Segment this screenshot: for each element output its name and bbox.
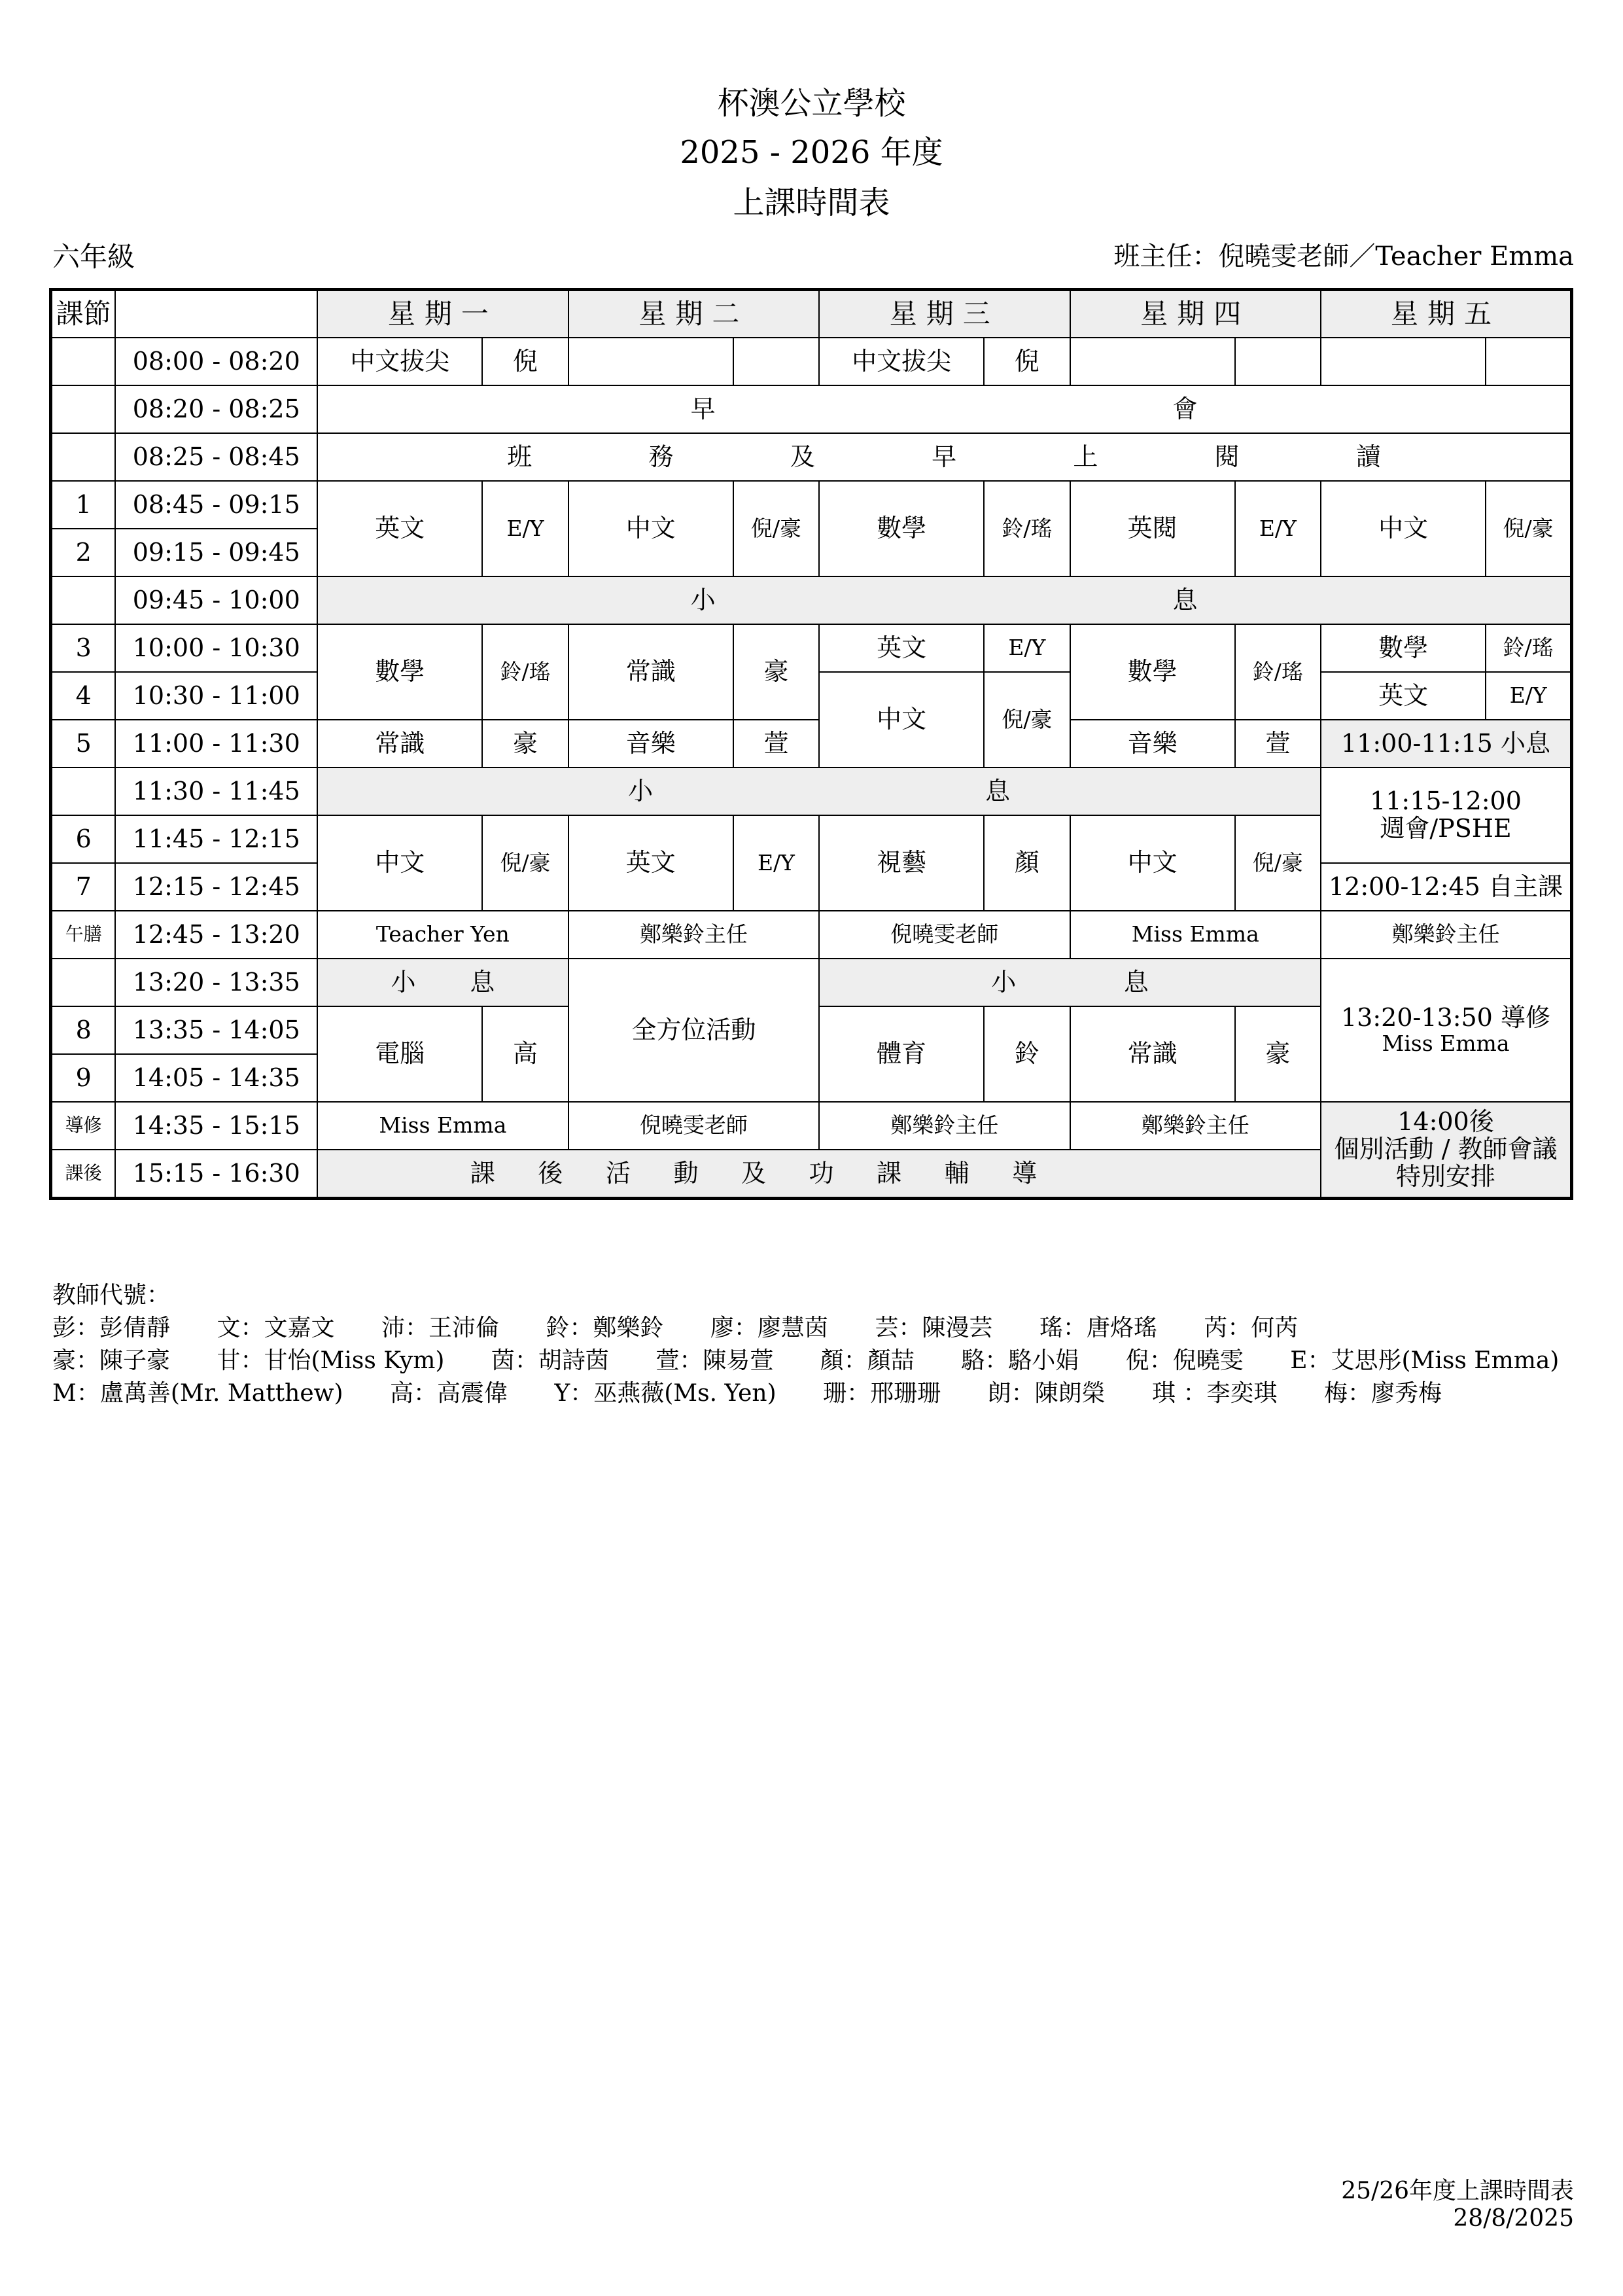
teacher-cell: 豪 xyxy=(733,624,819,720)
teacher-cell: 鈴/瑤 xyxy=(1235,624,1321,720)
legend-item: 顏：顏喆 xyxy=(820,1347,915,1374)
recess-cell xyxy=(819,959,1321,1006)
table-row xyxy=(51,433,1572,481)
subject-cell: 英文 xyxy=(819,624,984,672)
period-cell xyxy=(51,385,116,433)
morning-reading-cell xyxy=(317,433,1571,481)
subject-cell: 數學 xyxy=(819,481,984,576)
friday-assembly-cell xyxy=(1321,768,1572,863)
legend-item: 高：高震偉 xyxy=(389,1380,508,1407)
school-year: 2025 - 2026 年度 xyxy=(680,134,943,171)
friday-recess-cell: 11:00-11:15 小息 xyxy=(1321,720,1572,768)
legend-row xyxy=(52,1345,1598,1377)
friday-assembly-time: 11:15-12:00 xyxy=(1370,786,1522,816)
time-cell: 08:45 - 09:15 xyxy=(115,481,317,529)
period-cell: 7 xyxy=(51,863,116,911)
table-row xyxy=(51,911,1572,959)
header-row xyxy=(51,290,1572,338)
after-school-char: 及 xyxy=(741,1158,767,1188)
recess-char: 小 xyxy=(628,776,654,805)
reading-char: 讀 xyxy=(1355,442,1381,471)
legend-item: 萱：陳易萱 xyxy=(655,1347,774,1374)
subject-cell: 中文 xyxy=(1070,815,1235,911)
subject-cell: 視藝 xyxy=(819,815,984,911)
time-cell: 14:35 - 15:15 xyxy=(115,1102,317,1150)
reading-char: 務 xyxy=(648,442,674,471)
teacher-cell: 顏 xyxy=(984,815,1070,911)
tutor-teacher-cell: Miss Emma xyxy=(317,1102,568,1150)
subject-cell: 中文拔尖 xyxy=(317,338,482,385)
legend-item: 瑤：唐烙瑤 xyxy=(1039,1315,1157,1341)
friday-after-line: 個別活動 / 教師會議 xyxy=(1334,1135,1558,1164)
after-school-char: 課 xyxy=(470,1158,495,1188)
table-row xyxy=(51,624,1572,672)
recess-char: 息 xyxy=(470,967,495,997)
teacher-cell: 倪 xyxy=(482,338,568,385)
reading-char: 閱 xyxy=(1214,442,1240,471)
recess-char: 小 xyxy=(991,967,1017,997)
teacher-cell: 豪 xyxy=(1235,1006,1321,1102)
recess-char: 息 xyxy=(1172,585,1198,614)
tutor-teacher-cell: 鄭樂鈴主任 xyxy=(1070,1102,1321,1150)
teacher-cell: E/Y xyxy=(733,815,819,911)
assembly-char: 會 xyxy=(1172,394,1198,423)
lunch-teacher-cell: 倪曉雯老師 xyxy=(819,911,1070,959)
time-cell: 12:15 - 12:45 xyxy=(115,863,317,911)
recess-char: 小 xyxy=(690,585,716,614)
legend-item: 倪：倪曉雯 xyxy=(1125,1347,1244,1374)
teacher-cell: 倪/豪 xyxy=(1235,815,1321,911)
teacher-cell xyxy=(1486,338,1571,385)
subject-cell: 音樂 xyxy=(568,720,733,768)
legend-row xyxy=(52,1312,1598,1345)
legend-item: 珊：邢珊珊 xyxy=(823,1380,941,1407)
legend-item: 駱：駱小娟 xyxy=(961,1347,1079,1374)
footer-title: 25/26年度上課時間表 xyxy=(1341,2178,1574,2204)
subject-cell xyxy=(568,338,733,385)
reading-char: 上 xyxy=(1073,442,1098,471)
period-cell: 3 xyxy=(51,624,116,672)
legend-item: 豪：陳子豪 xyxy=(52,1347,171,1374)
reading-char: 及 xyxy=(790,442,815,471)
table-row xyxy=(51,1102,1572,1150)
footer-date: 28/8/2025 xyxy=(1453,2205,1574,2232)
legend-item: 茵：胡詩茵 xyxy=(491,1347,609,1374)
subject-cell: 電腦 xyxy=(317,1006,482,1102)
period-cell: 9 xyxy=(51,1054,116,1102)
lunch-teacher-cell: 鄭樂鈴主任 xyxy=(1321,911,1572,959)
subject-cell: 數學 xyxy=(1321,624,1486,672)
time-cell: 08:00 - 08:20 xyxy=(115,338,317,385)
day-header-fri: 星期五 xyxy=(1321,290,1572,338)
recess-char: 息 xyxy=(985,776,1010,805)
legend-item: 芮：何芮 xyxy=(1204,1315,1299,1341)
time-cell: 11:45 - 12:15 xyxy=(115,815,317,863)
teacher-cell: 高 xyxy=(482,1006,568,1102)
period-cell xyxy=(51,576,116,624)
teacher-cell: 倪 xyxy=(984,338,1070,385)
teacher-cell: 鈴/瑤 xyxy=(1486,624,1571,672)
school-name: 杯澳公立學校 xyxy=(717,85,906,122)
table-row xyxy=(51,959,1572,1006)
friday-tutor-teacher: Miss Emma xyxy=(1382,1031,1510,1057)
timetable xyxy=(49,288,1573,1200)
after-school-char: 活 xyxy=(605,1158,631,1188)
time-cell: 13:20 - 13:35 xyxy=(115,959,317,1006)
subject-cell: 英文 xyxy=(317,481,482,576)
legend-item: E：艾思彤(Miss Emma) xyxy=(1290,1347,1560,1374)
teacher-cell: 鈴/瑤 xyxy=(984,481,1070,576)
day-header-mon: 星期一 xyxy=(317,290,568,338)
friday-tutor-time: 13:20-13:50 導修 xyxy=(1341,1003,1550,1033)
legend-item: 甘：甘怡(Miss Kym) xyxy=(217,1347,445,1374)
subject-cell: 中文 xyxy=(1321,481,1486,576)
subject-cell: 常識 xyxy=(568,624,733,720)
period-cell: 午膳 xyxy=(51,911,116,959)
time-cell: 13:35 - 14:05 xyxy=(115,1006,317,1054)
legend-item: 朗：陳朗榮 xyxy=(987,1380,1106,1407)
time-cell: 09:45 - 10:00 xyxy=(115,576,317,624)
friday-assembly-label: 週會/PSHE xyxy=(1380,814,1512,843)
lunch-teacher-cell: Teacher Yen xyxy=(317,911,568,959)
after-school-char: 動 xyxy=(673,1158,699,1188)
teacher-cell: E/Y xyxy=(1486,672,1571,720)
period-cell xyxy=(51,433,116,481)
subject-cell: 體育 xyxy=(819,1006,984,1102)
after-school-char: 輔 xyxy=(944,1158,969,1188)
time-col-header xyxy=(115,290,317,338)
teacher-cell: 鈴/瑤 xyxy=(482,624,568,720)
legend-item: 彭：彭倩靜 xyxy=(52,1315,171,1341)
period-cell xyxy=(51,768,116,815)
period-cell: 8 xyxy=(51,1006,116,1054)
period-cell: 6 xyxy=(51,815,116,863)
lunch-teacher-cell: 鄭樂鈴主任 xyxy=(568,911,819,959)
friday-tutor-cell xyxy=(1321,959,1572,1102)
table-row xyxy=(51,385,1572,433)
period-cell: 導修 xyxy=(51,1102,116,1150)
time-cell: 15:15 - 16:30 xyxy=(115,1150,317,1199)
tutor-teacher-cell: 倪曉雯老師 xyxy=(568,1102,819,1150)
legend-row xyxy=(52,1377,1598,1410)
subject-cell: 英文 xyxy=(568,815,733,911)
subject-cell: 常識 xyxy=(317,720,482,768)
teacher-cell: E/Y xyxy=(1235,481,1321,576)
legend-item: 文：文嘉文 xyxy=(217,1315,335,1341)
teacher-cell: 倪/豪 xyxy=(1486,481,1571,576)
teacher-cell: E/Y xyxy=(482,481,568,576)
table-row xyxy=(51,576,1572,624)
timetable-title: 上課時間表 xyxy=(733,185,890,221)
table-row xyxy=(51,338,1572,385)
table-row xyxy=(51,720,1572,768)
teacher-cell: 倪/豪 xyxy=(482,815,568,911)
subject-cell: 數學 xyxy=(1070,624,1235,720)
after-school-cell xyxy=(317,1150,1321,1199)
day-header-tue: 星期二 xyxy=(568,290,819,338)
legend-item: 琪 ：李奕琪 xyxy=(1152,1380,1278,1407)
time-cell: 10:00 - 10:30 xyxy=(115,624,317,672)
subject-cell: 中文 xyxy=(317,815,482,911)
friday-after-line: 14:00後 xyxy=(1397,1107,1494,1137)
subject-cell: 音樂 xyxy=(1070,720,1235,768)
reading-char: 班 xyxy=(507,442,532,471)
reading-char: 早 xyxy=(932,442,957,471)
legend-title: 教師代號： xyxy=(52,1282,171,1309)
teacher-cell xyxy=(733,338,819,385)
time-cell: 08:25 - 08:45 xyxy=(115,433,317,481)
period-cell: 5 xyxy=(51,720,116,768)
period-cell: 4 xyxy=(51,672,116,720)
teacher-cell: 鈴 xyxy=(984,1006,1070,1102)
period-cell xyxy=(51,959,116,1006)
recess-cell xyxy=(317,959,568,1006)
table-row xyxy=(51,768,1572,815)
period-cell xyxy=(51,338,116,385)
time-cell: 09:15 - 09:45 xyxy=(115,529,317,576)
teacher-cell: 倪/豪 xyxy=(733,481,819,576)
teacher-cell xyxy=(1235,338,1321,385)
legend-item: 廖：廖慧茵 xyxy=(710,1315,828,1341)
time-cell: 10:30 - 11:00 xyxy=(115,672,317,720)
period-col-header: 課節 xyxy=(51,290,116,338)
day-header-wed: 星期三 xyxy=(819,290,1070,338)
assembly-char: 早 xyxy=(690,394,716,423)
subject-cell xyxy=(1321,338,1486,385)
legend-item: M：盧萬善(Mr. Matthew) xyxy=(52,1380,343,1407)
all-round-activity-cell: 全方位活動 xyxy=(568,959,819,1102)
recess-char: 小 xyxy=(391,967,416,997)
time-cell: 11:30 - 11:45 xyxy=(115,768,317,815)
after-school-char: 導 xyxy=(1012,1158,1038,1188)
time-cell: 14:05 - 14:35 xyxy=(115,1054,317,1102)
legend-item: Y：巫燕薇(Ms. Yen) xyxy=(554,1380,777,1407)
after-school-char: 課 xyxy=(877,1158,902,1188)
recess-char: 息 xyxy=(1123,967,1149,997)
subject-cell: 中文 xyxy=(819,672,984,768)
subject-cell: 常識 xyxy=(1070,1006,1235,1102)
table-row xyxy=(51,481,1572,529)
time-cell: 12:45 - 13:20 xyxy=(115,911,317,959)
friday-after-line: 特別安排 xyxy=(1395,1161,1495,1191)
recess-cell xyxy=(317,576,1571,624)
head-teacher: 班主任：倪曉雯老師／Teacher Emma xyxy=(1113,241,1574,272)
legend-item: 梅：廖秀梅 xyxy=(1323,1380,1442,1407)
after-school-char: 後 xyxy=(538,1158,563,1188)
morning-assembly-cell xyxy=(317,385,1571,433)
lunch-teacher-cell: Miss Emma xyxy=(1070,911,1321,959)
teacher-cell: 倪/豪 xyxy=(984,672,1070,768)
period-cell: 1 xyxy=(51,481,116,529)
subject-cell: 中文 xyxy=(568,481,733,576)
period-cell: 課後 xyxy=(51,1150,116,1199)
tutor-teacher-cell: 鄭樂鈴主任 xyxy=(819,1102,1070,1150)
friday-self-study-cell: 12:00-12:45 自主課 xyxy=(1321,863,1572,911)
grade-label: 六年級 xyxy=(52,241,135,273)
legend-item: 鈴：鄭樂鈴 xyxy=(546,1315,664,1341)
recess-cell xyxy=(317,768,1321,815)
after-school-char: 功 xyxy=(809,1158,834,1188)
teacher-cell: 萱 xyxy=(733,720,819,768)
teacher-cell: 萱 xyxy=(1235,720,1321,768)
subject-cell: 數學 xyxy=(317,624,482,720)
day-header-thu: 星期四 xyxy=(1070,290,1321,338)
friday-after-cell xyxy=(1321,1102,1572,1199)
teacher-cell: 豪 xyxy=(482,720,568,768)
time-cell: 11:00 - 11:30 xyxy=(115,720,317,768)
teacher-code-legend xyxy=(52,1279,1598,1410)
time-cell: 08:20 - 08:25 xyxy=(115,385,317,433)
legend-item: 芸：陳漫芸 xyxy=(875,1315,993,1341)
legend-item: 沛：王沛倫 xyxy=(381,1315,499,1341)
subject-cell: 英閱 xyxy=(1070,481,1235,576)
subject-cell: 中文拔尖 xyxy=(819,338,984,385)
period-cell: 2 xyxy=(51,529,116,576)
teacher-cell: E/Y xyxy=(984,624,1070,672)
subject-cell xyxy=(1070,338,1235,385)
subject-cell: 英文 xyxy=(1321,672,1486,720)
